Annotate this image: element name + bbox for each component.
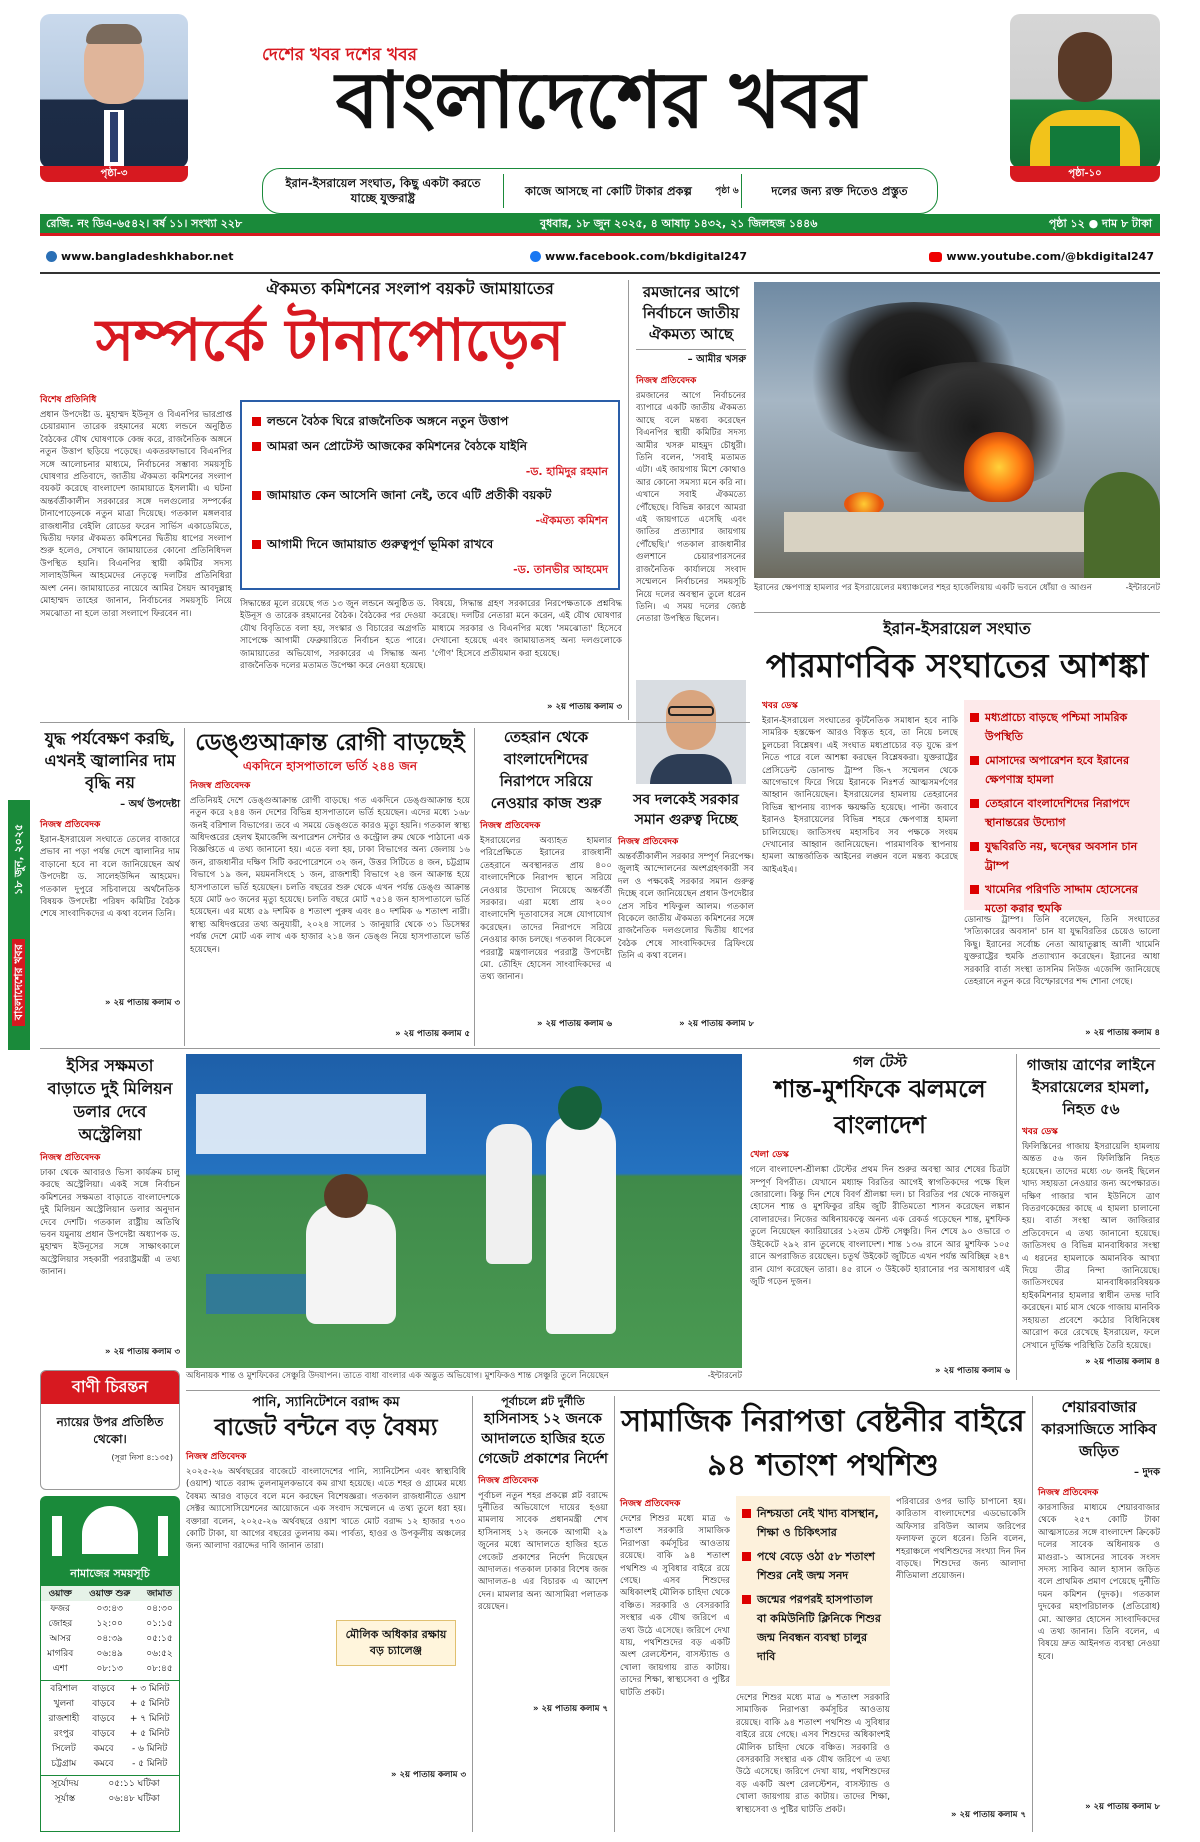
iran-byline: খবর ডেস্ক bbox=[762, 701, 798, 711]
city-row: রংপুর বাড়বে + ৫ মিনিট bbox=[53, 1729, 170, 1739]
hasina-continue[interactable]: » ২য় পাতায় কলাম ৭ bbox=[533, 1703, 608, 1714]
teaser-2[interactable]: কাজে আসছে না কোটি টাকার প্রকল্প bbox=[524, 183, 692, 198]
visa-byline: নিজস্ব প্রতিবেদক bbox=[40, 1153, 101, 1163]
youtube-icon bbox=[929, 252, 942, 262]
city-row: রাজশাহী বাড়বে + ৭ মিনিট bbox=[48, 1714, 170, 1724]
iran-points-box bbox=[964, 700, 1160, 915]
cricket-continue[interactable]: » ২য় পাতায় কলাম ৬ bbox=[935, 1366, 1010, 1377]
budget-headline[interactable]: বাজেট বন্টনে বড় বৈষম্য bbox=[214, 1413, 438, 1441]
gaza-text: ফিলিস্তিনের গাজায় ইসরায়েলি হামলায় অন্তত ৫৬ জন ফিলিস্তিনি নিহত হয়েছেন। তাদের মধ্যে ৩৮ জনই ছিলেন খাদ্য সহায়তা নেওয়ার জন্য অপেক্ষারত। দক্ষিণ গাজার খান ইউনিসে ত্রাণ বিতরণকেন্দ্রের কাছে এ হামলা চালানো হয়। বার্তা সংস্থা আল জাজিরার প্রতিবেদনে এ তথ্য জানানো হয়েছে। জাতিসংঘ ও বিভিন্ন মানবাধিকার সংস্থা এ ধরনের হামলাকে অমানবিক আখ্যা দিয়ে তীব্র নিন্দা জানিয়েছে। জাতিসংঘের মানবাধিকারবিষয়ক হাইকমিশনার হামলার স্বাধীন তদন্ত দাবি করেছেন। মার্চ মাস থেকে গাজায় মানবিক সহায়তা প্রবেশে কঠোর বিধিনিষেধ আরোপ করে রেখেছে ইসরায়েল, ফলে সেখানে দুর্ভিক্ষ পরিস্থিতি তৈরি হয়েছে। bbox=[1022, 1142, 1160, 1351]
budget-quote: মৌলিক অধিকার রক্ষায় বড় চ্যালেঞ্জ bbox=[336, 1620, 456, 1666]
lead-point-2: আমরা অন প্রোটেস্ট আজকের কমিশনের বৈঠকে যাইনি bbox=[267, 439, 528, 453]
social-text: দেশের শিশুর মধ্যে মাত্র ৬ শতাংশ সরকারি সামাজিক নিরাপত্তা কর্মসূচির আওতায় রয়েছে। বাকি ৯৪ শতাংশ পথশিশু এ সুবিধার বাইরে রয়ে গেছে। এসব শিশুদের অধিকাংশই মৌলিক চাহিদা থেকে বঞ্চিত। সরকারি ও বেসরকারি সংস্থার এক যৌথ জরিপে এ তথ্য উঠে এসেছে। জরিপে দেখা যায়, পথশিশুদের বড় একটি অংশ রেলস্টেশন, বাসস্ট্যান্ড ও খোলা জায়গায় রাত কাটায়। তাদের শিক্ষা, স্বাস্থ্যসেবা ও পুষ্টির ঘাটতি প্রকট। bbox=[620, 1514, 730, 1698]
teaser-1[interactable]: ইরান-ইসরায়েল সংঘাত, কিছু একটা করতে যাচ্ছে যুক্তরাষ্ট্র bbox=[285, 176, 481, 205]
prayer-row: মাগরিব ০৬:৪৯ ০৬:৫২ bbox=[47, 1649, 173, 1659]
social-right-text: পরিবারের ওপর ভাড়ি চাপানো হয়। কারিতাস বাংলাদেশের এডভোকেসি অফিসার রবিউল আলম জরিপের ফলাফল তুলে ধরেন। তিনি বলেন, শহরাঞ্চলে পথশিশুদের সংখ্যা দিন দিন বাড়ছে। শিশুদের জন্য আলাদা নীতিমালা প্রয়োজন। bbox=[896, 1497, 1026, 1582]
city-adjust-table bbox=[41, 1680, 179, 1771]
social-byline: নিজস্ব প্রতিবেদক bbox=[620, 1499, 681, 1509]
share-story bbox=[1038, 1396, 1160, 1832]
share-source: – দুদক bbox=[1134, 1467, 1160, 1478]
visa-text: ঢাকা থেকে আবারও ভিসা কার্যক্রম চালু করছে অস্ট্রেলিয়া। একই সঙ্গে নির্বাচন কমিশনের সক্ষমতা বাড়াতে বাংলাদেশকে দুই মিলিয়ন অস্ট্রেলিয়ান ডলার অনুদান দেবে দেশটি। গতকাল রাষ্ট্রীয় অতিথি ভবন যমুনায় প্রধান উপদেষ্টা অধ্যাপক ড. মুহাম্মদ ইউনূসের সঙ্গে সাক্ষাৎকালে অস্ট্রেলিয়ার সহকারী পররাষ্ট্রমন্ত্রী এ তথ্য জানান। bbox=[40, 1168, 180, 1278]
lead-point-1: লন্ডনে বৈঠক ঘিরে রাজনৈতিক অঙ্গনে নতুন উত্তাপ bbox=[267, 414, 509, 428]
social-point-1: নিশ্চয়তা নেই খাদ্য বাসস্থান, শিক্ষা ও চিকিৎসার bbox=[757, 1507, 879, 1539]
cricket-headline[interactable]: শান্ত-মুশফিকে ঝলমলে বাংলাদেশ bbox=[774, 1074, 986, 1140]
jalani-source: – অর্থ উপদেষ্টা bbox=[120, 799, 180, 810]
city-row: খুলনা বাড়বে + ৫ মিনিট bbox=[53, 1699, 170, 1709]
youtube-link[interactable]: www.youtube.com/@bkdigital247 bbox=[946, 250, 1154, 263]
gaza-continue[interactable]: » ২য় পাতায় কলাম ৪ bbox=[1085, 1357, 1160, 1367]
facebook-icon bbox=[530, 251, 541, 262]
website-link[interactable]: www.bangladeshkhabor.net bbox=[61, 250, 234, 263]
side-strip-date: ১৮ জুন, ২০২৫ bbox=[12, 823, 25, 895]
bani-title: বাণী চিরন্তন bbox=[41, 1371, 179, 1404]
fire-photo bbox=[754, 282, 1160, 578]
iran-point-3: তেহরানে বাংলাদেশিদের নিরাপদে স্থানান্তরের উদ্যোগ bbox=[985, 797, 1130, 829]
jalani-story bbox=[40, 728, 180, 1046]
lead-point-4-source: -ড. তানভীর আহমেদ bbox=[513, 563, 608, 576]
iran-right-text: ডোনাল্ড ট্রাম্প। তিনি বলেছেন, তিনি সংঘাতের 'সত্যিকারের অবসান' চান যা যুদ্ধবিরতির চেয়েও ভালো কিছু। ইরানের সর্বোচ্চ নেতা আয়াতুল্লাহ আলী খামেনি যুক্তরাষ্ট্রের হুমকি প্রত্যাখ্যান করেছেন। ইরানের আধা সরকারি বার্তা সংস্থা তাসনিম নিউজ এজেন্সি জানিয়েছে তেহরানে নতুন করে বিস্ফোরণের শব্দ শোনা গেছে। bbox=[964, 915, 1160, 988]
ramzan-source: – আমীর খসরু bbox=[636, 349, 746, 369]
sobdol-headline[interactable]: সব দলকেই সরকার সমান গুরুত্ব দিচ্ছে bbox=[633, 792, 739, 828]
ramzan-story bbox=[636, 282, 746, 720]
jalani-headline[interactable]: যুদ্ধ পর্যবেক্ষণ করছি, এখনই জ্বালানির দাম বৃদ্ধি নয় bbox=[44, 729, 176, 792]
lead-headline[interactable]: সম্পর্কে টানাপোড়েন bbox=[95, 306, 565, 374]
budget-kicker: পানি, স্যানিটেশনে বরাদ্দ কম bbox=[252, 1395, 400, 1410]
lead-body bbox=[40, 392, 232, 720]
social-mid-text: দেশের শিশুর মধ্যে মাত্র ৬ শতাংশ সরকারি সামাজিক নিরাপত্তা কর্মসূচির আওতায় রয়েছে। বাকি ৯৪ শতাংশ পথশিশু এ সুবিধার বাইরে রয়ে গেছে। এসব শিশুদের অধিকাংশই মৌলিক চাহিদা থেকে বঞ্চিত। সরকারি ও বেসরকারি সংস্থার এক যৌথ জরিপে এ তথ্য উঠে এসেছে। জরিপে দেখা যায়, পথশিশুদের বড় একটি অংশ রেলস্টেশন, বাসস্ট্যান্ড ও খোলা জায়গায় রাত কাটায়। তাদের শিক্ষা, স্বাস্থ্যসেবা ও পুষ্টির ঘাটতি প্রকট। bbox=[736, 1693, 890, 1815]
city-row: সিলেট কমবে - ৬ মিনিট bbox=[52, 1744, 168, 1754]
globe-icon bbox=[46, 251, 57, 262]
iran-story bbox=[762, 698, 958, 1042]
lead-quote-box bbox=[240, 400, 620, 590]
tehran-headline[interactable]: তেহরান থেকে বাংলাদেশিদের নিরাপদে সরিয়ে নেওয়ার কাজ শুরু bbox=[490, 728, 602, 812]
share-headline[interactable]: শেয়ারবাজার কারসাজিতে সাকিব জড়িত bbox=[1041, 1398, 1157, 1460]
tagline: দেশের খবর দশের খবর bbox=[262, 45, 417, 65]
tehran-text: ইসরায়েলের অব্যাহত হামলার পরিপ্রেক্ষিতে ইরানের রাজধানী তেহরানে অবস্থানরত প্রায় ৪০০ বাংলাদেশিকে নিরাপদ স্থানে সরিয়ে নেওয়ার উদ্যোগ নিয়েছে অন্তর্বর্তী সরকার। এরা মধ্যে প্রায় ২০০ বাংলাদেশি দূতাবাসের সঙ্গে যোগাযোগ করেছেন। তাদের নিরাপদে সরিয়ে নেওয়ার কাজ চলছে। গতকাল বিকেলে পররাষ্ট্র মন্ত্রণালয়ের পররাষ্ট্র উপদেষ্টা মো. তৌহিদ হোসেন সাংবাদিকদের এ তথ্য জানান। bbox=[480, 836, 612, 983]
masthead-title: বাংলাদেশের খবর bbox=[335, 55, 865, 146]
social-story bbox=[620, 1496, 730, 1832]
bani-quote: ন্যায়ের উপর প্রতিষ্ঠিত থেকো। bbox=[56, 1415, 164, 1446]
registration-info: রেজি. নং ডিএ-৬৫৪২। বর্ষ ১১। সংখ্যা ২২৮ bbox=[46, 217, 243, 230]
cricket-byline: খেলা ডেস্ক bbox=[750, 1150, 789, 1161]
teaser-2-page: পৃষ্ঠা ৬ bbox=[715, 185, 739, 196]
iran-kicker: ইরান-ইসরায়েল সংঘাত bbox=[883, 619, 1031, 638]
iran-headline[interactable]: পারমাণবিক সংঘাতের আশঙ্কা bbox=[765, 646, 1149, 685]
right-page-badge: পৃষ্ঠা-১০ bbox=[1010, 166, 1160, 182]
teaser-band bbox=[262, 168, 938, 214]
prayer-row: আসর ০৪:৩৯ ০৫:১৫ bbox=[49, 1634, 173, 1644]
fire-caption: ইরানের ক্ষেপণাস্ত্র হামলার পর ইসরায়েলের মধ্যাঞ্চলের শহর হার্জেলিয়ায় একটি ভবনে ধোঁয়া ও আগুন -ইন্টারনেট bbox=[754, 583, 1160, 593]
issue-date: বুধবার, ১৮ জুন ২০২৫, ৪ আষাঢ় ১৪৩২, ২১ জিলহজ ১৪৪৬ bbox=[540, 217, 818, 230]
hasina-text: পূর্বাচল নতুন শহর প্রকল্পে প্লট বরাদ্দে দুর্নীতির অভিযোগে দায়ের হওয়া মামলায় সাবেক প্রধানমন্ত্রী শেখ হাসিনাসহ ১২ জনকে আগামী ২৯ জুনের মধ্যে আদালতে হাজির হতে গেজেট প্রকাশের নির্দেশ দিয়েছেন আদালত। গতকাল ঢাকার বিশেষ জজ আদালত-৪ এর বিচারক এ আদেশ দেন। মামলার অন্য আসামিরা পলাতক রয়েছেন। bbox=[478, 1490, 608, 1613]
mosque-graphic bbox=[40, 1496, 180, 1562]
social-points-box bbox=[736, 1496, 890, 1686]
bani-box bbox=[40, 1370, 180, 1490]
social-point-3: জন্মের পরপরই হাসপাতাল বা কমিউনিটি ক্লিনিকে শিশুর জন্ম নিবন্ধন ব্যবস্থা চালুর দাবি bbox=[757, 1593, 881, 1663]
cricket-story bbox=[750, 1054, 1010, 1380]
cricket-caption: অধিনায়ক শান্ত ও মুশফিকের সেঞ্চুরি উদযাপন। তাতে বাধা বাংলার এক অদ্ভুত অভিযোগ। মুশফিকও শান্ত সেঞ্চুরি তুলে নিয়েছেন -ইন্টারনেট bbox=[186, 1371, 742, 1381]
city-row: বরিশাল বাড়বে + ৩ মিনিট bbox=[50, 1684, 170, 1694]
iran-continue[interactable]: » ২য় পাতায় কলাম ৪ bbox=[1085, 1028, 1160, 1038]
visa-headline[interactable]: ইসির সক্ষমতা বাড়াতে দুই মিলিয়ন ডলার দেবে অস্ট্রেলিয়া bbox=[47, 1056, 173, 1144]
budget-text: ২০২৫-২৬ অর্থবছরের বাজেটে বাংলাদেশের পানি, স্যানিটেশন এবং স্বাস্থ্যবিধি (ওয়াশ) খাতে বরাদ্দ তুলনামূলকভাবে কম রাখা হয়েছে। এতে শহর ও গ্রামের মধ্যে বৈষম্য আরও বাড়বে বলে মনে করছেন বিশেষজ্ঞরা। গতকাল রাজধানীতে ওয়াশ সেক্টর অ্যাসোসিয়েশনের আয়োজনে এক সংবাদ সম্মেলনে এ তথ্য তুলে ধরা হয়। বক্তারা বলেন, ২০২৫-২৬ অর্থবছরে ওয়াশ খাতে মোট বরাদ্দ ১২ হাজার ৭৩০ কোটি টাকা, যা আগের বছরের তুলনায় কম। পার্বত্য, হাওর ও উপকূলীয় অঞ্চলের জন্য আলাদা বরাদ্দের দাবি জানান তারা। bbox=[186, 1466, 466, 1552]
tehran-continue[interactable]: » ২য় পাতায় কলাম ৬ bbox=[537, 1019, 612, 1029]
gaza-headline[interactable]: গাজায় ত্রাণের লাইনে ইসরায়েলের হামলা, নিহত ৫৬ bbox=[1026, 1056, 1156, 1118]
visa-continue[interactable]: » ২য় পাতায় কলাম ৩ bbox=[105, 1347, 180, 1357]
bani-ref: (সূরা নিসা ৪:১৩৫) bbox=[111, 1453, 173, 1462]
press-secretary-photo bbox=[636, 680, 746, 784]
lead-point-3-source: -ঐকমত্য কমিশন bbox=[535, 514, 608, 527]
cricket-text: গলে বাংলাদেশ-শ্রীলঙ্কা টেস্টের প্রথম দিন শুরুর অবস্থা আর শেষের চিত্রটা সম্পূর্ণ বিপরীত। যেখানে মধ্যাহ্ন বিরতির আগেই স্বাগতিকদের পক্ষে ছিল জোরালো। কিন্তু দিন শেষে বিবর্ণ শ্রীলঙ্কা দল। চা বিরতির পর থেকে নাজমুল হোসেন শান্ত ও মুশফিকুর রহিম জুটি রীতিমতো শাসন করেছেন লঙ্কান বোলারদের। নিজের অধিনায়কত্বে অনন্য এক রেকর্ড গড়েছেন শান্ত, মুশফিক তুলে নিয়েছেন ক্যারিয়ারের ১২তম টেস্ট সেঞ্চুরি। দিন শেষে ৯০ ওভারে ৩ উইকেটে ২৯২ রান তুলেছে বাংলাদেশ। শান্ত ১৩৬ রানে আর মুশফিক ১০৫ রানে অপরাজিত রয়েছেন। চতুর্থ উইকেট জুটিতে এখন পর্যন্ত অবিচ্ছিন্ন ২৪৭ রান যোগ করেছেন তারা। ৪৫ রানে ৩ উইকেট হারানোর পর অসাধারণ এই জুটি গড়েন দুজন। bbox=[750, 1165, 1010, 1287]
dengue-byline: নিজস্ব প্রতিবেদক bbox=[190, 780, 251, 791]
social-continue[interactable]: » ২য় পাতায় কলাম ৭ bbox=[951, 1810, 1026, 1820]
sobdol-continue[interactable]: » ২য় পাতায় কলাম ৮ bbox=[679, 1019, 754, 1029]
cricket-photo bbox=[186, 1054, 742, 1368]
prayer-table: ওয়াক্ত ওয়াক্ত শুরু জামাত ফজর ০৩:৪৩ ০৪:৩০ জোহর ১২:০০ ০১:১৫ আসর ০৪:৩৯ ০৫:১৫ মাগরিব ০৬:৪৯ ০৬:৫২ এশা ০৮:১৩ ০৮:৪৫ bbox=[41, 1586, 179, 1676]
cricket-kicker: গল টেস্ট bbox=[852, 1053, 908, 1071]
social-point-2: পথে বেড়ে ওঠা ৫৮ শতাংশ শিশুর নেই জন্ম সনদ bbox=[757, 1550, 875, 1582]
lead-text: প্রধান উপদেষ্টা ড. মুহাম্মদ ইউনূস ও বিএনপির ভারপ্রাপ্ত চেয়ারম্যান তারেক রহমানের মধ্যে লন্ডনে অনুষ্ঠিত বৈঠকের যৌথ ঘোষণাকে কেন্দ্র করে, রাজনৈতিক অঙ্গনে নতুন উত্তাপ ছড়িয়ে পড়েছে। একতরফাভাবে বিএনপির সঙ্গে আলোচনার মাধ্যমে, নির্বাচনের সম্ভাব্য সময়সূচি ঘোষণার প্রতিবাদে, জাতীয় ঐকমত্য কমিশনের সংলাপ বয়কট করেছে বাংলাদেশ জামায়াতে ইসলামী। এ ঘটনা অন্তর্বর্তীকালীন সরকারের সঙ্গে দলগুলোর সম্পর্কের টানাপোড়েনকে নতুন মাত্রা দিয়েছে। গতকাল মঙ্গলবার রাজধানীর বেইলি রোডের ফরেন সার্ভিস একাডেমিতে, দ্বিতীয় দফার ঐকমত্য কমিশনের দ্বিতীয় ধাপের সংলাপ শুরু হলেও, সেখানে জামায়াতের কোনো প্রতিনিধিদল উপস্থিত হয়নি। বিএনপির স্থায়ী কমিটির সদস্য সালাহউদ্দিন আহমেদের নেতৃত্বে দলটির প্রতিনিধিরা অংশ নেন। জামায়াতের নায়েবে আমির সৈয়দ আবদুল্লাহ মোহাম্মদ তাহের জানান, নির্বাচনের সময়সূচি নিয়ে সমঝোতা না হলে তারা সংলাপে ফিরবেন না। bbox=[40, 410, 232, 619]
prayer-row: জোহর ১২:০০ ০১:১৫ bbox=[48, 1619, 173, 1629]
sun-table: সূর্যোদয় ০৫:১১ ঘটিকা সূর্যাস্ত ০৬:৪৮ ঘটিকা bbox=[41, 1775, 179, 1806]
lead-continue[interactable]: » ২য় পাতায় কলাম ৩ bbox=[547, 702, 622, 712]
sobdol-text: অন্তর্বর্তীকালীন সরকার সম্পূর্ণ নিরপেক্ষ। জুলাই আন্দোলনের অংশগ্রহণকারী সব দল ও পক্ষকেই সরকার সমান গুরুত্ব দিচ্ছে বলে জানিয়েছেন প্রধান উপদেষ্টার প্রেস সচিব শফিকুল আলম। গতকাল বিকেলে জাতীয় ঐকমত্য কমিশনের সঙ্গে রাজনৈতিক দলগুলোর দ্বিতীয় ধাপের বৈঠক শেষে সাংবাদিকদের ব্রিফিংয়ে তিনি এ কথা বলেন। bbox=[618, 852, 754, 962]
facebook-link[interactable]: www.facebook.com/bkdigital247 bbox=[545, 250, 748, 263]
gaza-story bbox=[1022, 1054, 1160, 1380]
visa-story bbox=[40, 1054, 180, 1364]
sobdol-byline: নিজস্ব প্রতিবেদক bbox=[618, 837, 679, 847]
iran-point-2: মোসাদের অপারেশন হবে ইরানের ক্ষেপণাস্ত্র হামলা bbox=[985, 754, 1130, 786]
lead-point-2-source: -ড. হামিদুর রহমান bbox=[525, 465, 608, 478]
info-bar bbox=[40, 214, 1160, 236]
hasina-byline: নিজস্ব প্রতিবেদক bbox=[478, 1475, 539, 1486]
hasina-headline[interactable]: হাসিনাসহ ১২ জনকে আদালতে হাজির হতে গেজেট প্রকাশের নির্দেশ bbox=[478, 1410, 608, 1467]
teaser-3[interactable]: দলের জন্য রক্ত দিতেও প্রস্তুত bbox=[771, 183, 908, 198]
share-byline: নিজস্ব প্রতিবেদক bbox=[1038, 1488, 1099, 1498]
budget-continue[interactable]: » ২য় পাতায় কলাম ৩ bbox=[391, 1769, 466, 1780]
dengue-story bbox=[190, 728, 470, 1046]
prayer-box bbox=[40, 1562, 180, 1832]
ramzan-text: রমজানের আগে নির্বাচনের ব্যাপারে একটি জাতীয় ঐকমত্য আছে বলে মন্তব্য করেছেন বিএনপির স্থায়ী কমিটির সদস্য আমীর খসরু মাহমুদ চৌধুরী। তিনি বলেন, 'সবাই মতামত এটা। এই জায়গায় মিশে কোথাও আর কোনো সমস্যা মনে করি না। এখানে সবাই ঐকমত্যে পৌঁছেছে। বিভিন্ন কারণে আমরা এই জায়গাতে এসেছি এবং জাতির প্রত্যাশার জায়গায় পৌঁছেছি।' গতকাল রাজধানীর গুলশানে চেয়ারপারসনের রাজনৈতিক কার্যালয়ে সংবাদ সম্মেলনে নির্বাচনের সময়সূচি নিয়ে দলের অবস্থান তুলে ধরেন তিনি। এ সময় দলের জ্যেষ্ঠ নেতারা উপস্থিত ছিলেন। bbox=[636, 391, 746, 625]
hasina-story bbox=[478, 1396, 608, 1832]
prayer-row: এশা ০৮:১৩ ০৮:৪৫ bbox=[52, 1664, 173, 1674]
dengue-subhead: একদিনে হাসপাতালে ভর্তি ২৪৪ জন bbox=[242, 759, 418, 773]
lead-byline: বিশেষ প্রতিনিধি bbox=[40, 395, 97, 405]
ramzan-byline: নিজস্ব প্রতিবেদক bbox=[636, 376, 697, 386]
budget-story bbox=[186, 1396, 466, 1832]
budget-byline: নিজস্ব প্রতিবেদক bbox=[186, 1451, 247, 1462]
lead-point-3: জামায়াত কেন আসেনি জানা নেই, তবে এটি প্রতীকী বয়কট bbox=[267, 488, 552, 502]
price-info: পৃষ্ঠা ১২ ● দাম ৮ টাকা bbox=[1048, 217, 1152, 230]
iran-point-5: খামেনির পরিণতি সাদ্দাম হোসেনের মতো করার হুমকি bbox=[985, 883, 1138, 915]
left-page-badge: পৃষ্ঠা-৩ bbox=[40, 166, 188, 182]
side-strip bbox=[8, 800, 30, 1050]
side-strip-title: বাংলাদেশের খবর bbox=[12, 939, 25, 1027]
tehran-byline: নিজস্ব প্রতিবেদক bbox=[480, 821, 541, 831]
social-headline[interactable]: সামাজিক নিরাপত্তা বেষ্টনীর বাইরে ৯৪ শতাংশ পথশিশু bbox=[621, 1404, 1025, 1483]
iran-text: ইরান-ইসরায়েল সংঘাতের কূটনৈতিক সমাধান হবে নাকি সামরিক হস্তক্ষেপ আরও বিস্তৃত হবে, তা নিয়ে চলছে চুলচেরা বিশ্লেষণ। এই সংঘাত মধ্যপ্রাচ্যের বড় যুদ্ধে রূপ নিতে পারে বলে আশঙ্কা করছেন বিশ্লেষকরা। যুক্তরাষ্ট্রের প্রেসিডেন্ট ডোনাল্ড ট্রাম্প জি-৭ সম্মেলন থেকে আগেভাগে ফিরে গিয়ে ইরানকে নিঃশর্ত আত্মসমর্পণের আহ্বান জানিয়েছেন। ইসরায়েলের হামলায় তেহরানের বিভিন্ন স্থাপনায় ব্যাপক ক্ষয়ক্ষতি হয়েছে। পাল্টা জবাবে ইরানও ইসরায়েলের বিভিন্ন শহরে ক্ষেপণাস্ত্র হামলা চালিয়েছে। জাতিসংঘ মহাসচিব সব পক্ষকে সংযম দেখানোর আহ্বান জানিয়েছেন। পারমাণবিক স্থাপনায় হামলা আন্তর্জাতিক আইনের লঙ্ঘন বলে মন্তব্য করেছে আইএইএ। bbox=[762, 716, 958, 875]
cricketer-photo bbox=[1010, 14, 1160, 168]
prayer-title: নামাজের সময়সূচি bbox=[41, 1563, 179, 1586]
jalani-text: ইরান-ইসরায়েল সংঘাতে তেলের বাজারে প্রভাব না পড়া পর্যন্ত দেশে জ্বালানির দাম বাড়ানো হবে না বলে জানিয়েছেন অর্থ উপদেষ্টা ড. সালেহউদ্দিন আহমেদ। গতকাল দুপুরে সচিবালয়ে অর্থনৈতিক বিষয়ক উপদেষ্টা পরিষদ কমিটির বৈঠক শেষে সাংবাদিকদের এ কথা বলেন তিনি। bbox=[40, 835, 180, 920]
sobdol-story bbox=[618, 790, 754, 1042]
macron-photo bbox=[40, 14, 188, 168]
jalani-byline: নিজস্ব প্রতিবেদক bbox=[40, 820, 101, 830]
link-bar bbox=[40, 250, 1160, 266]
share-continue[interactable]: » ২য় পাতায় কলাম ৮ bbox=[1085, 1802, 1160, 1812]
share-text: কারসাজির মাধ্যমে শেয়ারবাজার থেকে ২৫৭ কোটি টাকা আত্মসাতের সঙ্গে বাংলাদেশ ক্রিকেট দলের সাবেক অধিনায়ক ও মাগুরা-১ আসনের সাবেক সংসদ সদস্য সাকিব আল হাসান জড়িত বলে প্রাথমিক প্রমাণ পেয়েছে দুর্নীতি দমন কমিশন (দুদক)। গতকাল দুদকের মহাপরিচালক (প্রতিরোধ) মো. আক্তার হোসেন সাংবাদিকদের এ তথ্য জানান। তিনি বলেন, এ বিষয়ে দ্রুত আইনগত ব্যবস্থা নেওয়া হবে। bbox=[1038, 1503, 1160, 1662]
dengue-continue[interactable]: » ২য় পাতায় কলাম ৫ bbox=[395, 1028, 470, 1039]
tehran-story bbox=[480, 726, 612, 1046]
lead-mid-text: সিদ্ধান্তের মূলে রয়েছে গত ১৩ জুন লন্ডনে অনুষ্ঠিত ড. ইউনূস ও তারেক রহমানের বৈঠক। বৈঠকের পর দেওয়া যৌথ বিবৃতিতে বলা হয়, সংস্কার ও বিচারের অগ্রগতি সাপেক্ষে আগামী ফেব্রুয়ারিতে নির্বাচন হতে পারে। জামায়াতের অভিযোগ, সরকারের এ সিদ্ধান্ত অন্য রাজনৈতিক দলের মতামত উপেক্ষা করে নেওয়া হয়েছে। bbox=[240, 599, 426, 672]
prayer-row: ফজর ০৩:৪৩ ০৪:৩০ bbox=[50, 1604, 173, 1614]
dengue-text: প্রতিনিয়ই দেশে ডেঙ্গুআক্রান্ত রোগী বাড়ছে। গত একদিনে ডেঙ্গুআক্রান্ত হয়ে নতুন করে ২৪৪ জন দেশের বিভিন্ন হাসপাতালে ভর্তি হয়েছেন। এদের মধ্যে ১৬৮ জনই বরিশাল বিভাগের। তবে এ সময়ে ডেঙ্গুতে কারও মৃত্যু হয়নি। গতকাল স্বাস্থ্য অধিদপ্তরের হেলথ ইমার্জেন্সি অপারেশন সেন্টার ও কন্ট্রোল রুম থেকে পাঠানো এক বিজ্ঞপ্তিতে এ তথ্য জানানো হয়। এতে বলা হয়, ঢাকা বিভাগের অন্য জেলায় ১৬ জন, রাজধানীর দক্ষিণ সিটি করপোরেশনে ৩২ জন, উত্তর সিটিতে ৪ জন, চট্টগ্রাম বিভাগে ১৯ জন, ময়মনসিংহে ১ জন, রাজশাহী বিভাগে ২৪ জন আক্রান্ত হয়ে হাসপাতালে ভর্তি হয়েছেন। চলতি বছরের শুরু থেকে এখন পর্যন্ত ডেঙ্গু আক্রান্ত হয়ে মোট ৬৩ জনের মৃত্যু হয়েছে। চলতি বছরে মোট ৭৫১৪ জন হাসপাতালে ভর্তি হয়েছেন। এর মধ্যে ৫৯ দশমিক ৪ শতাংশ পুরুষ এবং ৪০ দশমিক ৬ শতাংশ নারী। স্বাস্থ্য অধিদপ্তরের তথ্য অনুযায়ী, ২০২৪ সালের ১ জানুয়ারি থেকে ৩১ ডিসেম্বর পর্যন্ত দেশে মোট এক লাখ এক হাজার ২১৪ জন ডেঙ্গু নিয়ে হাসপাতালে ভর্তি হয়েছেন। bbox=[190, 795, 470, 955]
city-row: চট্টগ্রাম কমবে - ৫ মিনিট bbox=[51, 1759, 168, 1769]
iran-point-1: মধ্যপ্রাচ্যে বাড়ছে পশ্চিমা সামরিক উপস্থিতি bbox=[985, 711, 1128, 743]
dengue-headline[interactable]: ডেঙ্গুআক্রান্ত রোগী বাড়ছেই bbox=[195, 730, 465, 756]
jalani-continue[interactable]: » ২য় পাতায় কলাম ৩ bbox=[105, 998, 180, 1008]
iran-point-4: যুদ্ধবিরতি নয়, দ্বন্দ্বের অবসান চান ট্রাম্প bbox=[985, 840, 1138, 872]
lead-right-text: বিষয়ে, সিদ্ধান্ত গ্রহণ সরকারের নিরপেক্ষতাকে প্রশ্নবিদ্ধ করেছে। দলটির নেতারা মনে করেন, এই যৌথ ঘোষণার মাধ্যমে সরকার ও বিএনপির মধ্যে 'সমঝোতা' হিসেবে দেখানো হয়েছে এবং জামায়াতসহ অন্য দলগুলোকে 'গৌণ' হিসেবে প্রতীয়মান করা হয়েছে। bbox=[432, 599, 622, 659]
lead-kicker: ঐকমত্য কমিশনের সংলাপ বয়কট জামায়াতের bbox=[266, 279, 554, 298]
gaza-byline: খবর ডেস্ক bbox=[1022, 1127, 1058, 1137]
hasina-kicker: পূর্বাচলে প্লট দুর্নীতি bbox=[501, 1395, 585, 1408]
lead-point-4: আগামী দিনে জামায়াত গুরুত্বপূর্ণ ভূমিকা রাখবে bbox=[267, 537, 494, 551]
ramzan-headline[interactable]: রমজানের আগে নির্বাচনে জাতীয় ঐকমত্য আছে bbox=[642, 283, 740, 343]
